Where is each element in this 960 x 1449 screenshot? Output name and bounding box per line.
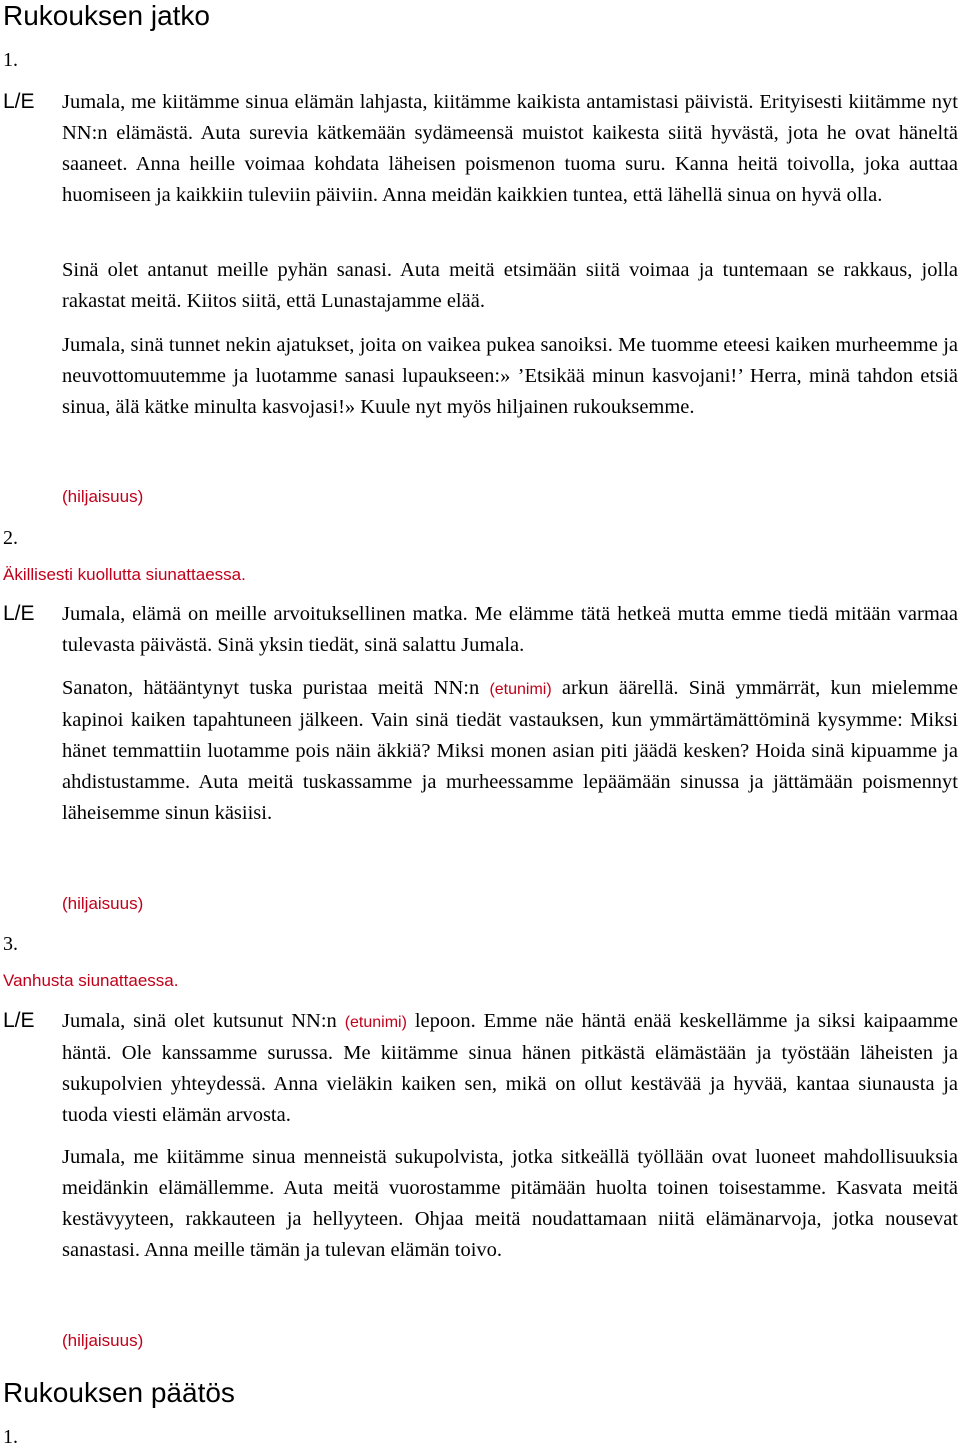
closing-title: Rukouksen päätös — [3, 1377, 235, 1408]
section-2-paragraph-2: Sanaton, hätääntynyt tuska puristaa meitä NN:n (etunimi) arkun äärellä. Sinä ymmärrät, kun mielemme kapinoi kaiken tapahtuneen jälkeen. Vain sinä tiedät vastauksen, kun ymmärtämättöminä kysymme: Miksi hänet temmattiin luotamme pois näin äkkiä? Miksi monen asian piti jäädä kesken? Hoida sinä kipuamme ja ahdistustamme. Auta meitä tuskassamme ja murheessamme lepäämään sinussa ja jättämään poismennyt läheisemme sinun käsiisi. — [62, 677, 958, 824]
section-2-leader-label: L/E — [3, 602, 35, 625]
section-3-leader-label: L/E — [3, 1009, 35, 1032]
section-1-paragraph-3: Jumala, sinä tunnet nekin ajatukset, joita on vaikea pukea sanoiksi. Me tuomme eteesi kaiken murheemme ja neuvottomuutemme ja luotamme sanasi lupaukseen:» ’Etsikää minun kasvojani!’ Herra, minä tahdon etsiä sinua, älä kätke minulta kasvojasi!» Kuule nyt myös hiljainen rukouksemme. — [62, 334, 958, 418]
section-2-number: 2. — [3, 527, 18, 549]
section-3-number: 3. — [3, 933, 18, 955]
section-3-subtitle: Vanhusta siunattaessa. — [3, 971, 179, 990]
closing-number: 1. — [3, 1426, 18, 1448]
section-3-silence-note: (hiljaisuus) — [62, 1331, 144, 1350]
etunimi-note: (etunimi) — [344, 1014, 407, 1031]
section-2-subtitle: Äkillisesti kuollutta siunattaessa. — [3, 565, 246, 584]
section-1-paragraph-2: Sinä olet antanut meille pyhän sanasi. Auta meitä etsimään siitä voimaa ja tuntemaan se rakkaus, jolla rakastat meitä. Kiitos siitä, että Lunastajamme elää. — [62, 259, 958, 312]
section-3-paragraph-2: Jumala, me kiitämme sinua menneistä sukupolvista, jotka sitkeällä työllään ovat luoneet mahdollisuuksia meidänkin elämällemme. Auta meitä vuorostamme pitämään huolta toinen toisestamme. Kasvata meitä kestävyyteen, rakkauteen ja hellyyteen. Ohjaa meitä noudattamaan niitä elämänarvoja, jotka nousevat sanastasi. Anna meille tämän ja tulevan elämän toivo. — [62, 1146, 958, 1261]
page-title: Rukouksen jatko — [3, 0, 211, 31]
section-1-paragraph-1: Jumala, me kiitämme sinua elämän lahjasta, kiitämme kaikista antamistasi päivistä. Erityisesti kiitämme nyt NN:n elämästä. Auta surevia kätkemään sydämeensä muistot kaikesta siitä hyvästä, jota he ovat häneltä saaneet. Anna heille voimaa kohdata läheisen poismenon tuoma suru. Kanna heitä toivolla, joka auttaa huomiseen ja kaikkiin tuleviin päiviin. Anna meidän kaikkien tuntea, että lähellä sinua on hyvä olla. — [62, 91, 958, 206]
section-1-silence-note: (hiljaisuus) — [62, 487, 144, 506]
section-1-leader-label: L/E — [3, 90, 35, 113]
section-1-number: 1. — [3, 49, 18, 71]
etunimi-note: (etunimi) — [489, 681, 552, 698]
section-2-silence-note: (hiljaisuus) — [62, 894, 144, 913]
section-3-paragraph-1: Jumala, sinä olet kutsunut NN:n (etunimi) lepoon. Emme näe häntä enää keskellämme ja siksi kaipaamme häntä. Ole kanssamme surussa. Me kiitämme sinua hänen pitkästä elämästään ja työstään läheisten ja sukupolvien yhteydessä. Anna vieläkin kaiken sen, mikä on ollut kestävää ja hyvää, kantaa siunausta ja tuoda viesti elämän arvosta. — [62, 1010, 958, 1126]
section-2-paragraph-1: Jumala, elämä on meille arvoituksellinen matka. Me elämme tätä hetkeä mutta emme tiedä mitään varmaa tulevasta päivästä. Sinä yksin tiedät, sinä salattu Jumala. — [62, 603, 958, 656]
